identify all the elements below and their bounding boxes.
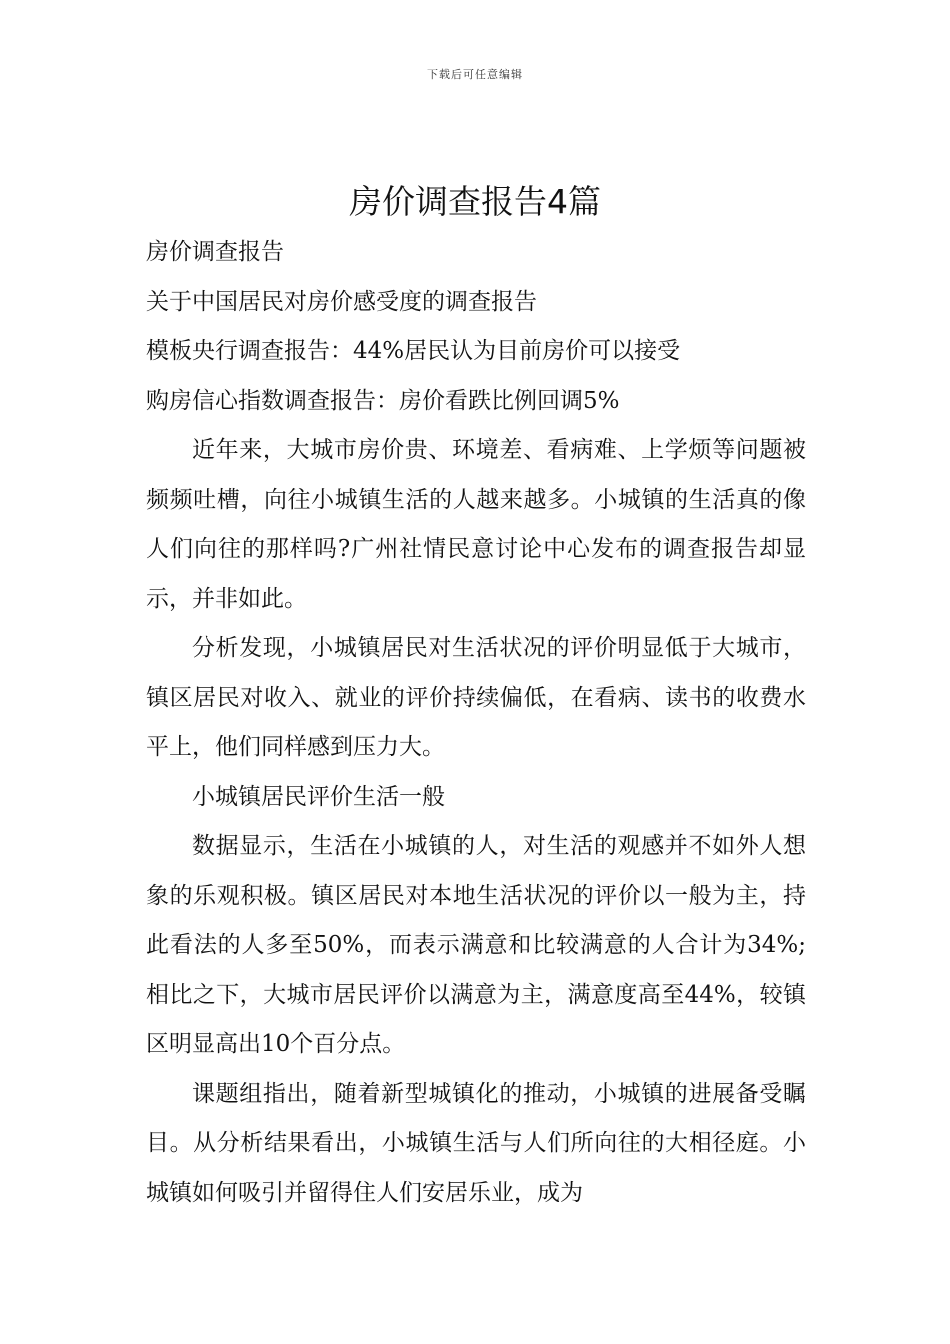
subtitle-line: 购房信心指数调查报告：房价看跌比例回调5%: [146, 387, 620, 414]
body-paragraph: 近年来，大城市房价贵、环境差、看病难、上学烦等问题被频频吐槽，向往小城镇生活的人越来越多。小城镇的生活真的像人们向往的那样吗?广州社情民意讨论中心发布的调查报告却显示，并非如此。: [146, 437, 806, 612]
body-paragraph: 数据显示，生活在小城镇的人，对生活的观感并不如外人想象的乐观积极。镇区居民对本地生活状况的评价以一般为主，持此看法的人多至50%，而表示满意和比较满意的人合计为34%;相比之下，大城市居民评价以满意为主，满意度高至44%，较镇区明显高出10个百分点。: [146, 833, 806, 1057]
section-heading: 小城镇居民评价生活一般: [192, 783, 445, 810]
subtitle-line: 模板央行调查报告：44%居民认为目前房价可以接受: [146, 338, 681, 364]
body-paragraph: 分析发现，小城镇居民对生活状况的评价明显低于大城市，镇区居民对收入、就业的评价持续偏低，在看病、读书的收费水平上，他们同样感到压力大。: [146, 635, 806, 760]
document-body: [146, 228, 806, 1218]
body-paragraph: 课题组指出，随着新型城镇化的推动，小城镇的进展备受瞩目。从分析结果看出，小城镇生活与人们所向往的大相径庭。小城镇如何吸引并留得住人们安居乐业，成为: [146, 1080, 806, 1206]
document-title: 房价调查报告4篇: [349, 182, 601, 221]
header-note: 下载后可任意编辑: [427, 68, 523, 81]
subtitle-line: 关于中国居民对房价感受度的调查报告: [146, 288, 537, 315]
subtitle-line: 房价调查报告: [146, 239, 284, 265]
